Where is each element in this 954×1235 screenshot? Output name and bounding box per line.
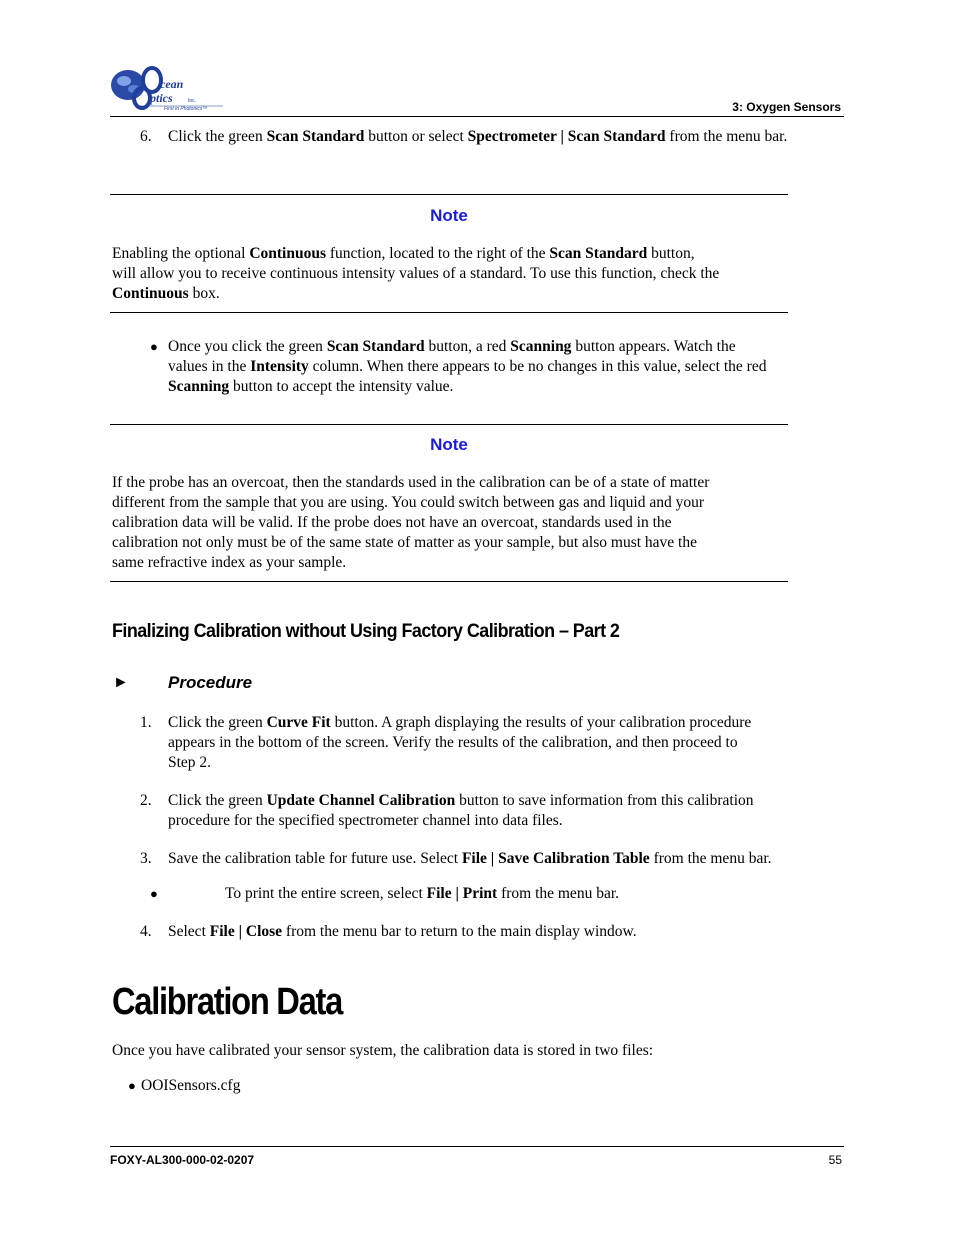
calibration-file-name: OOISensors.cfg bbox=[141, 1077, 241, 1094]
svg-text:ptics: ptics bbox=[150, 91, 173, 105]
note-bottom-rule bbox=[110, 581, 788, 582]
step-3-text: Save the calibration table for future use. Select File | Save Calibration Table from the menu bar. bbox=[168, 850, 772, 867]
step-number: 2. bbox=[140, 792, 152, 809]
step-2-text: Click the green Update Channel Calibration button to save information from this calibration procedure for the specified spectrometer channel into data files. bbox=[168, 792, 754, 829]
page-number: 55 bbox=[828, 1153, 842, 1167]
footer-rule bbox=[110, 1146, 844, 1147]
svg-text:cean: cean bbox=[160, 77, 184, 91]
step-4-text: Select File | Close from the menu bar to return to the main display window. bbox=[168, 923, 637, 940]
bullet-icon: ● bbox=[150, 886, 158, 901]
note-top-rule bbox=[110, 424, 788, 425]
note-1-text: Enabling the optional Continuous function, located to the right of the Scan Standard button, will allow you to receive continuous intensity values of a standard. To use this function, check the Continuous box. bbox=[112, 245, 720, 302]
bullet-text: Once you click the green Scan Standard button, a red Scanning button appears. Watch the values in the Intensity column. When there appears to be no changes in this value, select the red Scanning button to accept the intensity value. bbox=[168, 338, 767, 395]
note-top-rule bbox=[110, 194, 788, 195]
svg-text:First in Photonics™: First in Photonics™ bbox=[164, 106, 208, 112]
ocean-optics-logo bbox=[108, 66, 226, 112]
arrow-icon: ► bbox=[113, 674, 129, 691]
step-number: 6. bbox=[140, 128, 152, 145]
step-3-subnote: To print the entire screen, select File | Print from the menu bar. bbox=[225, 885, 620, 902]
step-6-text: Click the green Scan Standard button or select Spectrometer | Scan Standard from the menu bar. bbox=[168, 128, 788, 145]
chapter-heading: Calibration Data bbox=[112, 981, 342, 1023]
step-number: 4. bbox=[140, 923, 152, 940]
step-number: 3. bbox=[140, 850, 152, 867]
note-title: Note bbox=[430, 435, 468, 454]
header-rule bbox=[110, 116, 844, 117]
note-2-text: If the probe has an overcoat, then the standards used in the calibration can be of a state of matter different from the sample that you are using. You could switch between gas and liquid and your calibration data will be valid. If the probe does not have an overcoat, standards used in the calibration not only must be of the same state of matter as your sample, but also must have the same refractive index as your sample. bbox=[112, 474, 710, 571]
note-title: Note bbox=[430, 206, 468, 225]
document-id: FOXY-AL300-000-02-0207 bbox=[110, 1153, 255, 1167]
calibration-intro: Once you have calibrated your sensor system, the calibration data is stored in two files: bbox=[112, 1042, 654, 1059]
step-1-text: Click the green Curve Fit button. A graph displaying the results of your calibration procedure appears in the bottom of the screen. Verify the results of the calibration, and then proceed to Step 2. bbox=[168, 714, 752, 771]
bullet-icon: ● bbox=[150, 339, 158, 354]
section-heading: Finalizing Calibration without Using Factory Calibration – Part 2 bbox=[112, 620, 620, 642]
bullet-icon: ● bbox=[128, 1078, 136, 1093]
note-bottom-rule bbox=[110, 312, 788, 313]
step-number: 1. bbox=[140, 714, 152, 731]
svg-text:Inc.: Inc. bbox=[188, 98, 197, 104]
procedure-label: Procedure bbox=[168, 673, 253, 692]
section-header: 3: Oxygen Sensors bbox=[732, 100, 841, 114]
